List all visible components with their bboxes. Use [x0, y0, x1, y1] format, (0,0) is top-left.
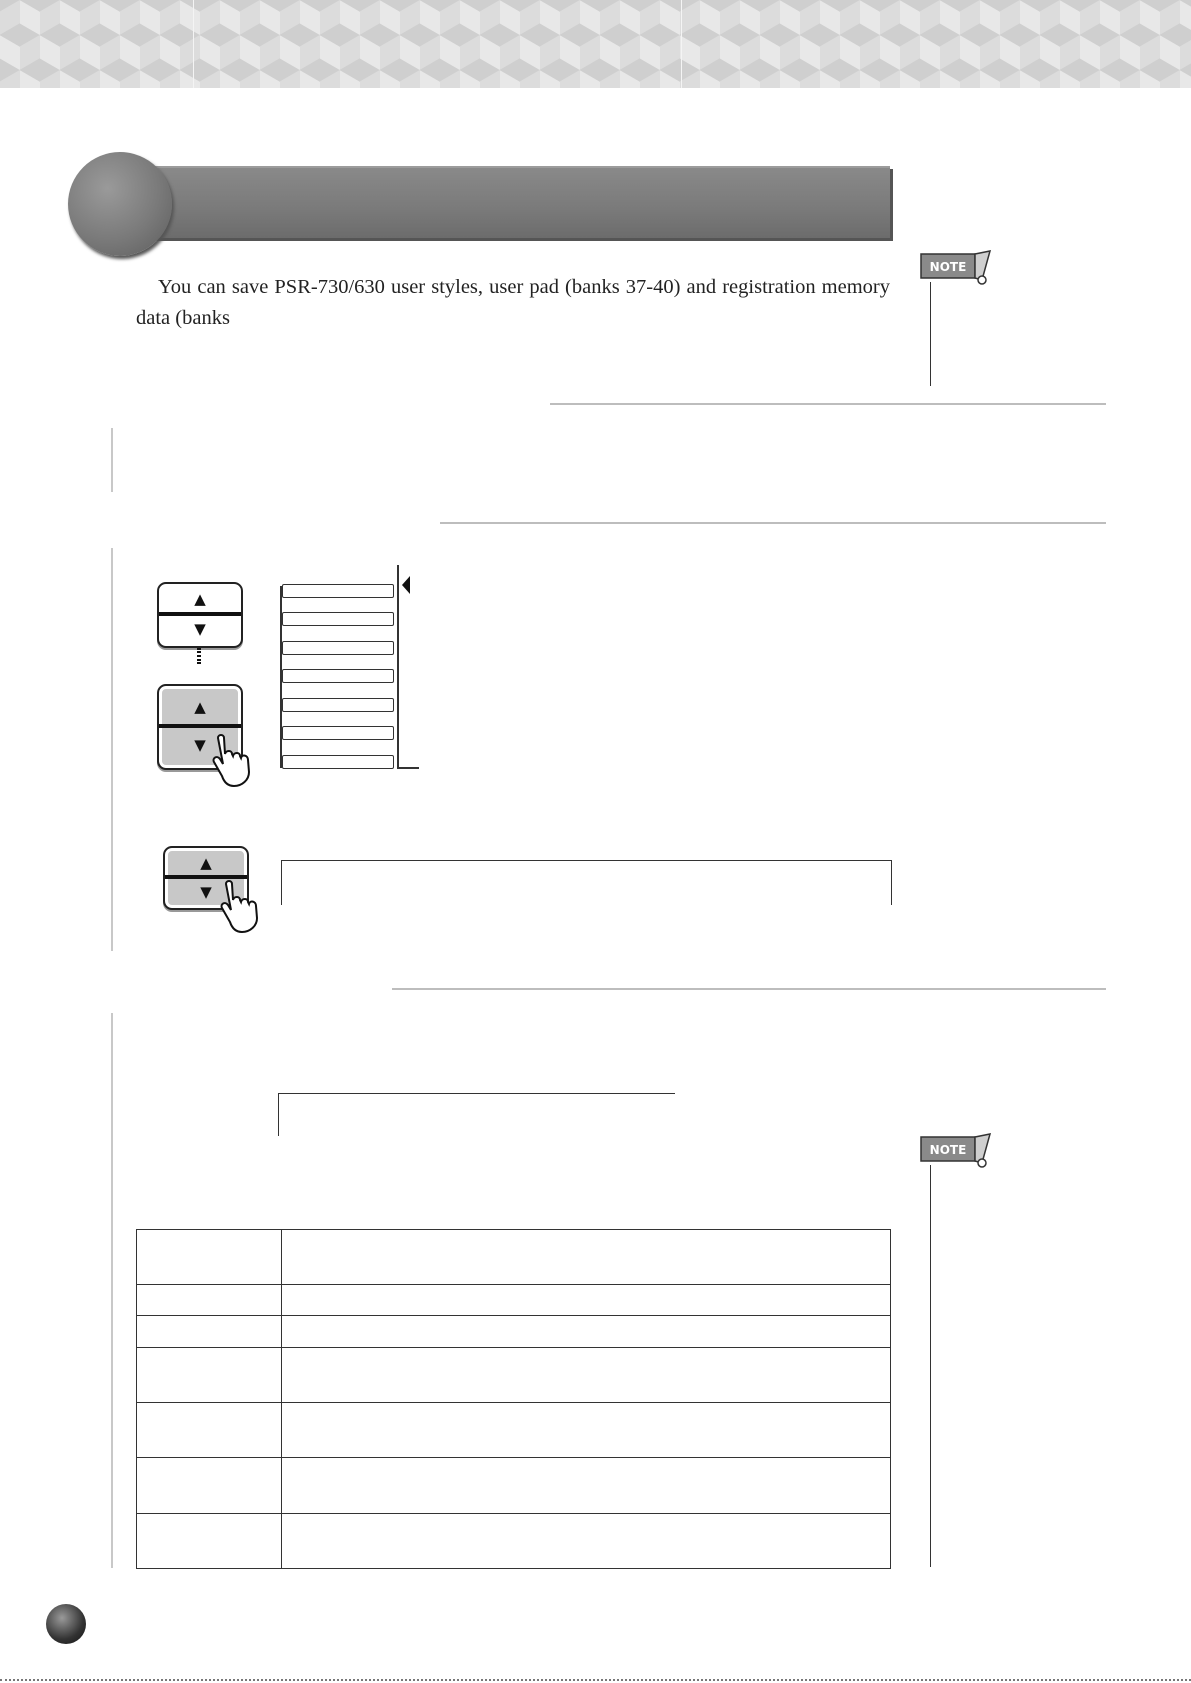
table-cell: [137, 1316, 282, 1348]
step-vertical-bar: [111, 428, 113, 492]
note-label: NOTE: [929, 260, 967, 274]
bottom-dotted-edge: [0, 1679, 1191, 1683]
table-cell: [282, 1348, 891, 1403]
table-row: [137, 1316, 891, 1348]
table-row: [137, 1348, 891, 1403]
list-slot: [282, 755, 394, 769]
top-texture-band: [0, 0, 1191, 88]
continuation-dots: [197, 648, 201, 664]
list-right-edge: [397, 565, 399, 769]
table-row: [137, 1403, 891, 1458]
section-rule: [550, 403, 1106, 405]
table-cell: [282, 1403, 891, 1458]
table-row: [137, 1458, 891, 1514]
list-slot: [282, 726, 394, 740]
table-row: [137, 1230, 891, 1285]
display-frame: [281, 860, 892, 905]
table-cell: [137, 1285, 282, 1316]
step-vertical-bar: [111, 548, 113, 951]
table-cell: [282, 1316, 891, 1348]
up-arrow-icon[interactable]: ▲: [200, 853, 212, 872]
table-cell: [282, 1285, 891, 1316]
up-down-button[interactable]: [157, 582, 243, 648]
step-vertical-bar: [111, 1013, 113, 1568]
table-cell: [282, 1230, 891, 1285]
down-arrow-icon[interactable]: ▼: [194, 736, 206, 754]
down-arrow-icon[interactable]: ▼: [194, 620, 206, 638]
note-label: NOTE: [929, 1143, 967, 1157]
section-rule: [440, 522, 1106, 524]
section-header-bar: [130, 166, 890, 238]
list-bottom-edge: [397, 767, 419, 769]
page-number-ball: [46, 1604, 86, 1644]
table-cell: [137, 1458, 282, 1514]
table-cell: [137, 1514, 282, 1569]
section-rule: [392, 988, 1106, 990]
table-cell: [137, 1403, 282, 1458]
table-row: [137, 1514, 891, 1569]
down-arrow-icon[interactable]: ▼: [200, 882, 212, 901]
note-margin-line: [930, 282, 931, 386]
up-arrow-icon[interactable]: ▲: [194, 590, 206, 608]
table-cell: [282, 1458, 891, 1514]
list-slot: [282, 698, 394, 712]
pointing-hand-icon: [212, 732, 260, 793]
table-row: [137, 1285, 891, 1316]
table-cell: [137, 1230, 282, 1285]
list-pointer-icon: [402, 576, 410, 594]
display-frame: [278, 1093, 675, 1136]
pointing-hand-icon: [220, 878, 268, 939]
list-slot: [282, 641, 394, 655]
list-slot: [282, 584, 394, 598]
up-arrow-icon[interactable]: ▲: [194, 698, 206, 716]
table-cell: [282, 1514, 891, 1569]
data-table: [136, 1229, 891, 1569]
section-header-disc: [68, 152, 172, 256]
band-separator: [681, 0, 682, 88]
table-cell: [137, 1348, 282, 1403]
intro-paragraph: You can save PSR-730/630 user styles, user pad (banks 37-40) and registration memory data (banks: [136, 276, 890, 329]
list-slot: [282, 669, 394, 683]
band-separator: [193, 0, 194, 88]
note-margin-line: [930, 1165, 931, 1567]
list-left-edge: [280, 586, 282, 768]
list-slot: [282, 612, 394, 626]
